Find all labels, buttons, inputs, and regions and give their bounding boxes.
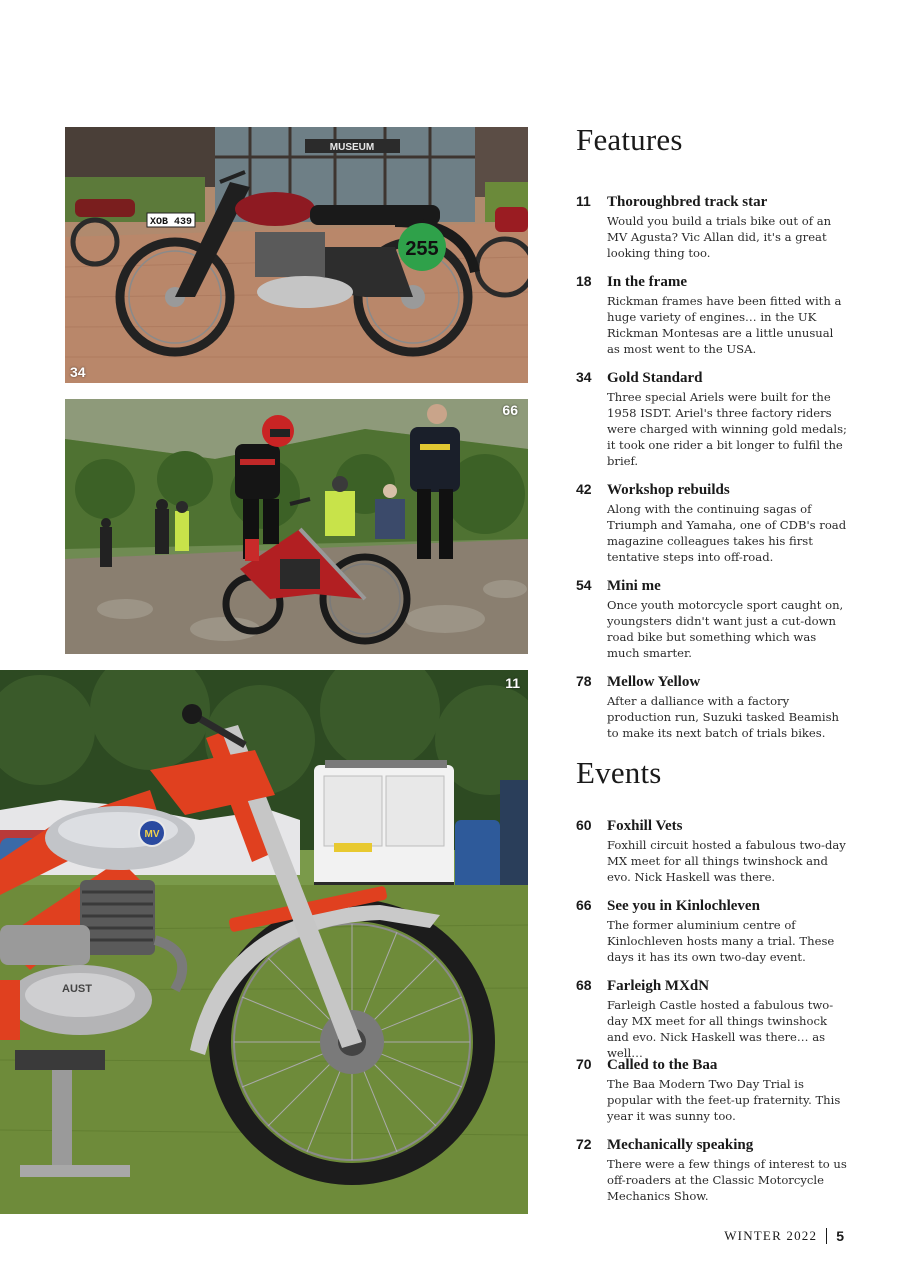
tank-badge: MV <box>144 829 160 840</box>
entry-page-number: 54 <box>576 577 592 593</box>
entry-title: Farleigh MXdN <box>607 978 710 994</box>
entry-title: In the frame <box>607 274 687 290</box>
entry-title: Workshop rebuilds <box>607 482 730 498</box>
entry-page-number: 78 <box>576 673 592 689</box>
features-entry[interactable] <box>576 193 856 261</box>
features-heading: Features <box>576 122 683 157</box>
features-entry[interactable] <box>576 369 856 469</box>
entry-description: The Baa Modern Two Day Trial is popular with the feet-up fraternity. This year it was sunny too. <box>607 1077 841 1123</box>
photo-mv-agusta-trials <box>0 670 528 1214</box>
entry-description: After a dalliance with a factory production run, Suzuki tasked Beamish to make its next batch of trials bikes. <box>607 694 839 740</box>
features-entry[interactable] <box>576 673 856 741</box>
events-entry[interactable] <box>576 977 856 1061</box>
entry-title: Mechanically speaking <box>607 1137 754 1153</box>
events-heading: Events <box>576 755 662 790</box>
entry-page-number: 70 <box>576 1056 592 1072</box>
photo-page-number: 11 <box>505 675 520 691</box>
entry-description: Farleigh Castle hosted a fabulous two-day MX meet for all things twinshock and evo. Nick Haskell was there… as well… <box>607 998 834 1060</box>
issue-label: WINTER 2022 <box>724 1228 818 1243</box>
entry-title: Thoroughbred track star <box>607 194 768 210</box>
entry-description: Three special Ariels were built for the 1958 ISDT. Ariel's three factory riders were charged with winning gold medals; it took one rider a bit longer to fulfil the brief. <box>607 390 847 468</box>
entry-description: The former aluminium centre of Kinlochleven hosts many a trial. These days it has its own two-day event. <box>607 918 835 964</box>
entry-title: Foxhill Vets <box>607 818 683 834</box>
events-entry[interactable] <box>576 1136 856 1204</box>
race-number-plate: 255 <box>405 238 439 260</box>
entry-page-number: 11 <box>576 193 591 209</box>
events-entry[interactable] <box>576 897 856 965</box>
entry-page-number: 66 <box>576 897 592 913</box>
page-footer <box>724 1228 844 1244</box>
page-number: 5 <box>836 1228 844 1244</box>
entry-page-number: 60 <box>576 817 592 833</box>
entry-description: Along with the continuing sagas of Triumph and Yamaha, one of CDB's road magazine colleagues takes his first tentative steps into off-road. <box>607 502 847 564</box>
entry-title: Gold Standard <box>607 370 703 386</box>
features-entry[interactable] <box>576 273 856 357</box>
entry-description: There were a few things of interest to us off-roaders at the Classic Motorcycle Mechanics Show. <box>607 1157 847 1203</box>
photo-page-number: 34 <box>70 364 86 380</box>
entry-description: Would you build a trials bike out of an MV Agusta? Vic Allan did, it's a great looking thing too. <box>607 214 832 260</box>
entry-title: Called to the Baa <box>607 1057 718 1073</box>
entry-page-number: 72 <box>576 1136 592 1152</box>
photo-ariel-museum <box>65 127 528 383</box>
entry-title: Mellow Yellow <box>607 674 701 690</box>
features-entry[interactable] <box>576 577 856 661</box>
number-plate: XOB 439 <box>149 217 193 228</box>
entry-description: Once youth motorcycle sport caught on, youngsters didn't want just a cut-down road bike but something which was much smarter. <box>607 598 844 660</box>
entry-page-number: 18 <box>576 273 592 289</box>
entry-page-number: 42 <box>576 481 592 497</box>
engine-casing-text: AUST <box>62 983 92 995</box>
footer-divider <box>826 1228 827 1244</box>
entry-description: Rickman frames have been fitted with a huge variety of engines… in the UK Rickman Montesas are a little unusual as most went to the USA. <box>607 294 842 356</box>
events-entry[interactable] <box>576 1056 856 1124</box>
events-entry[interactable] <box>576 817 856 885</box>
entry-title: See you in Kinlochleven <box>607 898 760 914</box>
entry-page-number: 34 <box>576 369 592 385</box>
photo-kinlochleven-trial <box>65 399 528 654</box>
entry-title: Mini me <box>607 578 661 594</box>
entry-page-number: 68 <box>576 977 592 993</box>
museum-sign: MUSEUM <box>329 142 375 153</box>
photo-page-number: 66 <box>502 402 518 418</box>
features-entry[interactable] <box>576 481 856 565</box>
entry-description: Foxhill circuit hosted a fabulous two-day MX meet for all things twinshock and evo. Nick Haskell was there. <box>607 838 846 884</box>
